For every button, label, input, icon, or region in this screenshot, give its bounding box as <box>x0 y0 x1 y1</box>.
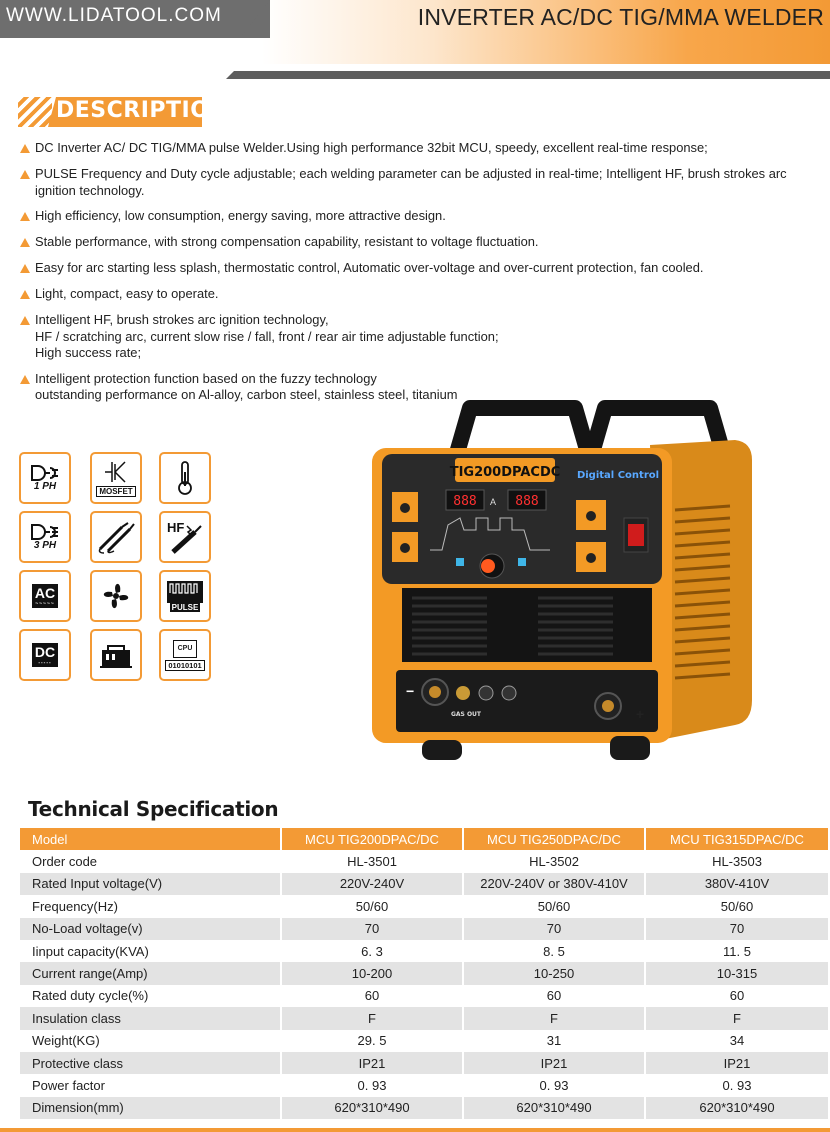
spec-value: 10-250 <box>462 962 644 984</box>
bullet-triangle-icon <box>20 375 30 384</box>
spec-param-label: Order code <box>32 854 98 870</box>
spec-value: 6. 3 <box>280 940 462 962</box>
spec-param-label: Dimension(mm) <box>20 1097 280 1119</box>
description-item <box>20 286 828 303</box>
description-item <box>20 208 828 225</box>
mosfet-icon <box>90 452 142 504</box>
single-phase-label: 1 PH <box>33 481 57 492</box>
spec-value: 60 <box>462 985 644 1007</box>
spec-row <box>20 1052 828 1074</box>
spec-value: 380V-410V <box>644 873 828 895</box>
display-right: 888 <box>515 494 539 509</box>
hf-torch-icon <box>159 511 211 563</box>
spec-value: 0. 93 <box>644 1074 828 1096</box>
svg-text:HF: HF <box>167 520 185 535</box>
spec-value: F <box>462 1007 644 1029</box>
select-button <box>518 558 526 566</box>
binary-label: 01010101 <box>165 660 204 671</box>
control-socket <box>479 686 493 700</box>
spec-row <box>20 985 828 1007</box>
column-header: Model <box>20 828 280 850</box>
spec-row <box>20 918 828 940</box>
transistor-icon <box>103 460 129 484</box>
spec-param-label: Rated Input voltage(V) <box>20 873 280 895</box>
description-text: ignition technology. <box>35 182 145 198</box>
spec-row <box>20 873 828 895</box>
thermometer-icon <box>159 452 211 504</box>
description-item <box>20 140 828 157</box>
spec-row <box>20 895 828 917</box>
bullet-triangle-icon <box>20 212 30 221</box>
spec-value: 0. 93 <box>280 1074 462 1096</box>
site-url[interactable]: WWW.LIDATOOL.COM <box>6 5 222 26</box>
description-text: HF / scratching arc, current slow rise / fall, front / rear air time adjustable function; <box>35 328 499 344</box>
spec-value: IP21 <box>280 1052 462 1074</box>
spec-row <box>20 1074 828 1096</box>
page-header <box>0 0 830 80</box>
description-item <box>20 166 828 199</box>
fan-icon <box>90 570 142 622</box>
spec-row <box>20 850 828 872</box>
spec-param-label: Insulation class <box>20 1007 280 1029</box>
spec-param-label: Iinput capacity(KVA) <box>32 943 149 959</box>
gas-outlet <box>456 686 470 700</box>
spec-row <box>20 962 828 984</box>
header-divider <box>226 71 830 79</box>
page-title: INVERTER AC/DC TIG/MMA WELDER <box>417 4 824 30</box>
spec-value: 29. 5 <box>280 1030 462 1052</box>
description-text: PULSE Frequency and Duty cycle adjustable; each welding parameter can be adjusted in real-time; Intelligent HF, brush strokes arc <box>35 166 787 181</box>
svg-text:−: − <box>406 683 415 699</box>
display-left: 888 <box>453 494 477 509</box>
bullet-triangle-icon <box>20 144 30 153</box>
spec-value: 220V-240V or 380V-410V <box>462 873 644 895</box>
welding-torch-icon <box>90 511 142 563</box>
single-phase-plug-icon <box>19 452 71 504</box>
spec-value: 620*310*490 <box>462 1097 644 1119</box>
description-list <box>20 140 828 413</box>
spec-param-label: No-Load voltage(v) <box>20 918 280 940</box>
spec-value: 70 <box>280 918 462 940</box>
foot <box>610 736 650 760</box>
pulse-label: PULSE <box>171 602 199 612</box>
spec-value: HL-3502 <box>462 850 644 872</box>
header-url-wedge <box>240 0 270 38</box>
svg-text:+: + <box>636 706 645 722</box>
welder-machine-illustration <box>360 400 760 780</box>
bullet-triangle-icon <box>20 170 30 179</box>
dc-label: DC <box>34 644 56 660</box>
spec-value: 34 <box>644 1030 828 1052</box>
spec-value: F <box>644 1007 828 1029</box>
spec-value: 31 <box>462 1030 644 1052</box>
description-text: Light, compact, easy to operate. <box>35 286 219 301</box>
spec-value: 620*310*490 <box>644 1097 828 1119</box>
column-header: MCU TIG250DPAC/DC <box>462 828 644 850</box>
description-text: outstanding performance on Al-alloy, carbon steel, stainless steel, titanium <box>35 387 458 402</box>
pulse-icon <box>159 570 211 622</box>
cpu-label: CPU <box>177 645 193 652</box>
description-text: High efficiency, low consumption, energy saving, more attractive design. <box>35 208 446 223</box>
ac-icon: AC ~~~~~ <box>19 570 71 622</box>
description-text: High success rate; <box>35 345 142 360</box>
panel-label: Digital Control <box>576 470 660 481</box>
description-text: Intelligent HF, brush strokes arc ignition technology, <box>35 312 329 327</box>
mosfet-label: MOSFET <box>96 486 135 497</box>
display-unit: A <box>490 497 497 507</box>
description-text: DC Inverter AC/ DC TIG/MMA pulse Welder.Using high performance 32bit MCU, speedy, excellent real-time response; <box>35 140 708 155</box>
spec-param-label: Rated duty cycle(%) <box>32 988 149 1004</box>
spec-param-label: Power factor <box>32 1077 105 1093</box>
cpu-icon <box>159 629 211 681</box>
bullet-triangle-icon <box>20 290 30 299</box>
spec-param-label: Current range(Amp) <box>20 962 280 984</box>
feature-icon-grid <box>19 452 219 684</box>
description-text: Intelligent protection function based on the fuzzy technology <box>35 370 377 386</box>
spec-value: F <box>280 1007 462 1029</box>
column-header: MCU TIG200DPAC/DC <box>280 828 462 850</box>
spec-value: 11. 5 <box>644 940 828 962</box>
plug-icon <box>30 464 60 482</box>
spec-value: 70 <box>462 918 644 940</box>
spec-row <box>20 1007 828 1029</box>
machine-icon <box>90 629 142 681</box>
spec-param-label: Frequency(Hz) <box>32 898 118 914</box>
bullet-triangle-icon <box>20 264 30 273</box>
description-heading: DESCRIPTION <box>56 98 229 123</box>
select-button <box>456 558 464 566</box>
bullet-triangle-icon <box>20 316 30 325</box>
spec-value: 8. 5 <box>462 940 644 962</box>
spec-value: HL-3501 <box>280 850 462 872</box>
dc-icon: DC ----- <box>19 629 71 681</box>
spec-value: 60 <box>644 985 828 1007</box>
foot <box>422 740 462 760</box>
ac-label: AC <box>34 585 56 601</box>
spec-value: IP21 <box>462 1052 644 1074</box>
description-item <box>20 234 828 251</box>
bullet-triangle-icon <box>20 238 30 247</box>
spec-value: 50/60 <box>280 895 462 917</box>
description-item <box>20 260 828 277</box>
spec-table <box>20 828 828 1119</box>
spec-header-row <box>20 828 828 850</box>
model-label: TIG200DPACDC <box>449 465 561 480</box>
spec-value: 10-315 <box>644 962 828 984</box>
control-socket <box>502 686 516 700</box>
gas-label: GAS OUT <box>450 711 482 718</box>
description-text: Stable performance, with strong compensation capability, resistant to voltage fluctuation. <box>35 234 539 249</box>
spec-value: 620*310*490 <box>280 1097 462 1119</box>
plug-icon <box>30 523 60 541</box>
footer-line <box>0 1128 830 1132</box>
spec-value: 50/60 <box>644 895 828 917</box>
spec-value: 60 <box>280 985 462 1007</box>
description-text: Easy for arc starting less splash, thermostatic control, Automatic over-voltage and over-current protection, fan cooled. <box>35 260 704 275</box>
spec-value: IP21 <box>644 1052 828 1074</box>
description-item <box>20 371 828 404</box>
spec-row <box>20 940 828 962</box>
column-header: MCU TIG315DPAC/DC <box>644 828 828 850</box>
spec-value: HL-3503 <box>644 850 828 872</box>
spec-param-label: Protective class <box>20 1052 280 1074</box>
spec-row <box>20 1030 828 1052</box>
badge-stripes <box>18 97 52 127</box>
description-badge <box>18 97 229 127</box>
description-item <box>20 312 828 362</box>
spec-row <box>20 1097 828 1119</box>
spec-value: 0. 93 <box>462 1074 644 1096</box>
three-phase-plug-icon <box>19 511 71 563</box>
spec-value: 220V-240V <box>280 873 462 895</box>
spec-heading: Technical Specification <box>28 797 279 821</box>
spec-value: 70 <box>644 918 828 940</box>
three-phase-label: 3 PH <box>33 540 57 551</box>
chip-icon <box>173 640 197 658</box>
spec-value: 50/60 <box>462 895 644 917</box>
spec-value: 10-200 <box>280 962 462 984</box>
spec-param-label: Weight(KG) <box>32 1033 100 1049</box>
